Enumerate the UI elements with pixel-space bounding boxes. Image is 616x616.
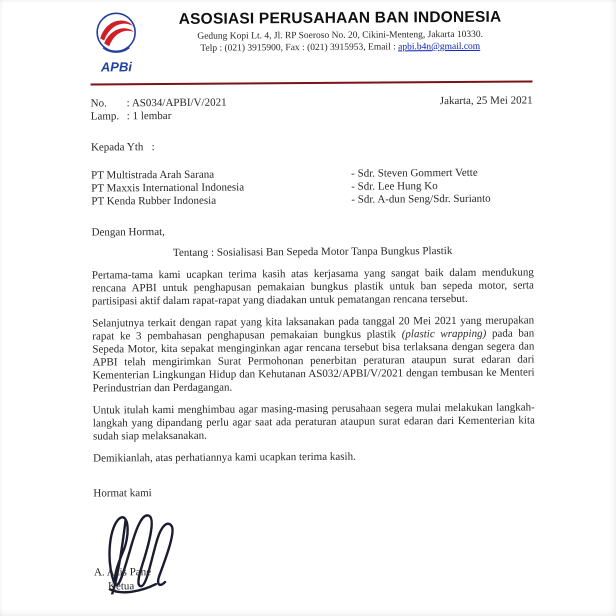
paragraph-2	[92, 314, 535, 395]
org-address: Gedung Kopi Lt. 4, Jl. RP Soeroso No. 20, Cikini-Menteng, Jakarta 10330.	[197, 29, 484, 42]
recipient-person: - Sdr. Lee Hung Ko	[351, 180, 438, 193]
recipient-row	[91, 192, 533, 208]
recipient-company: PT Maxxis International Indonesia	[91, 181, 245, 195]
letter	[90, 8, 536, 593]
recipient-company: PT Multistrada Arah Sarana	[91, 168, 215, 182]
recipient-company: PT Kenda Rubber Indonesia	[91, 194, 217, 208]
closing-block	[93, 484, 536, 593]
recipients	[91, 138, 533, 208]
org-contact	[148, 41, 532, 55]
org-name: ASOSIASI PERUSAHAAN BAN INDONESIA	[178, 8, 502, 28]
logo-box	[90, 11, 146, 80]
letterhead-text	[146, 8, 532, 55]
subject-line: Tentang : Sosialisasi Ban Sepeda Motor Tanpa Bungkus Plastik	[172, 245, 453, 259]
paragraph-4: Demikianlah, atas perhatiannya kami ucapkan terima kasih.	[93, 450, 356, 465]
ref-number-label: No.	[90, 97, 107, 110]
ref-block	[91, 97, 227, 124]
letterhead	[90, 8, 532, 80]
salutation: Dengan Hormat,	[91, 226, 165, 239]
signer-name: A. Azis Pane	[93, 566, 152, 579]
paragraph-2-start: Selanjutnya terkait dengan rapat yang kita laksanakan pada tanggal 20 Mei 2021 yang merupakan rapat ke 3 pembahasan penghapusan pemakaian bungkus plastik	[92, 314, 535, 343]
ref-number-row	[91, 97, 227, 111]
logo-text: APBi	[100, 59, 132, 75]
recipient-person: - Sdr. Steven Gommert Vette	[351, 166, 478, 180]
paragraph-2-italic: (plastic wrapping)	[401, 327, 487, 341]
ref-number-value: : AS034/APBI/V/2021	[126, 96, 227, 110]
attachment-label: Lamp.	[90, 110, 120, 123]
contact-prefix: Telp : (021) 3915900, Fax : (021) 3915953, Email :	[200, 42, 399, 54]
attachment-row	[91, 110, 227, 124]
recipient-list	[91, 166, 533, 208]
recipient-person: - Sdr. A-dun Seng/Sdr. Surianto	[351, 192, 491, 206]
email-link[interactable]: apbi.b4n@gmail.com	[398, 41, 481, 53]
city-date: Jakarta, 25 Mei 2021	[439, 94, 533, 108]
recipients-heading: Kepada Yth :	[90, 141, 155, 154]
paragraph-2-end: pada ban Sepeda Motor, kita sepakat menginginkan agar rencana tersebut bisa terlaksana dengan segera dan APBI telah mengirimkan Surat Permohonan penerbitan peraturan ataupun surat edaran dari Kementerian Lingkungan Hidup dan Kehutanan AS032/APBI/V/2021 dengan tembusan ke Menteri Perindustrian dan Perdagangan.	[92, 327, 535, 395]
letter-body	[92, 223, 536, 465]
letter-meta	[91, 94, 533, 123]
paragraph-1: Pertama-tama kami ucapkan terima kasih atas kerjasama yang sangat baik dalam mendukung rencana APBI untuk penghapusan pemakaian bungkus plastik untuk ban sepeda motor, serta partisipasi aktif dalam rapat-rapat yang diadakan untuk pematangan rencana tersebut.	[91, 266, 534, 308]
closing-regards: Hormat kami	[93, 487, 152, 500]
attachment-value: : 1 lembar	[126, 109, 172, 123]
letterhead-divider	[91, 80, 533, 85]
signer-title: Ketua	[107, 580, 135, 593]
paragraph-3: Untuk itulah kami menghimbau agar masing-masing perusahaan segera mulai melakukan langkah-langkah yang dipandang perlu agar saat ada peraturan ataupun surat edaran dari Kementerian kita sudah siap melaksanakan.	[92, 401, 535, 443]
apbi-logo	[90, 11, 142, 75]
